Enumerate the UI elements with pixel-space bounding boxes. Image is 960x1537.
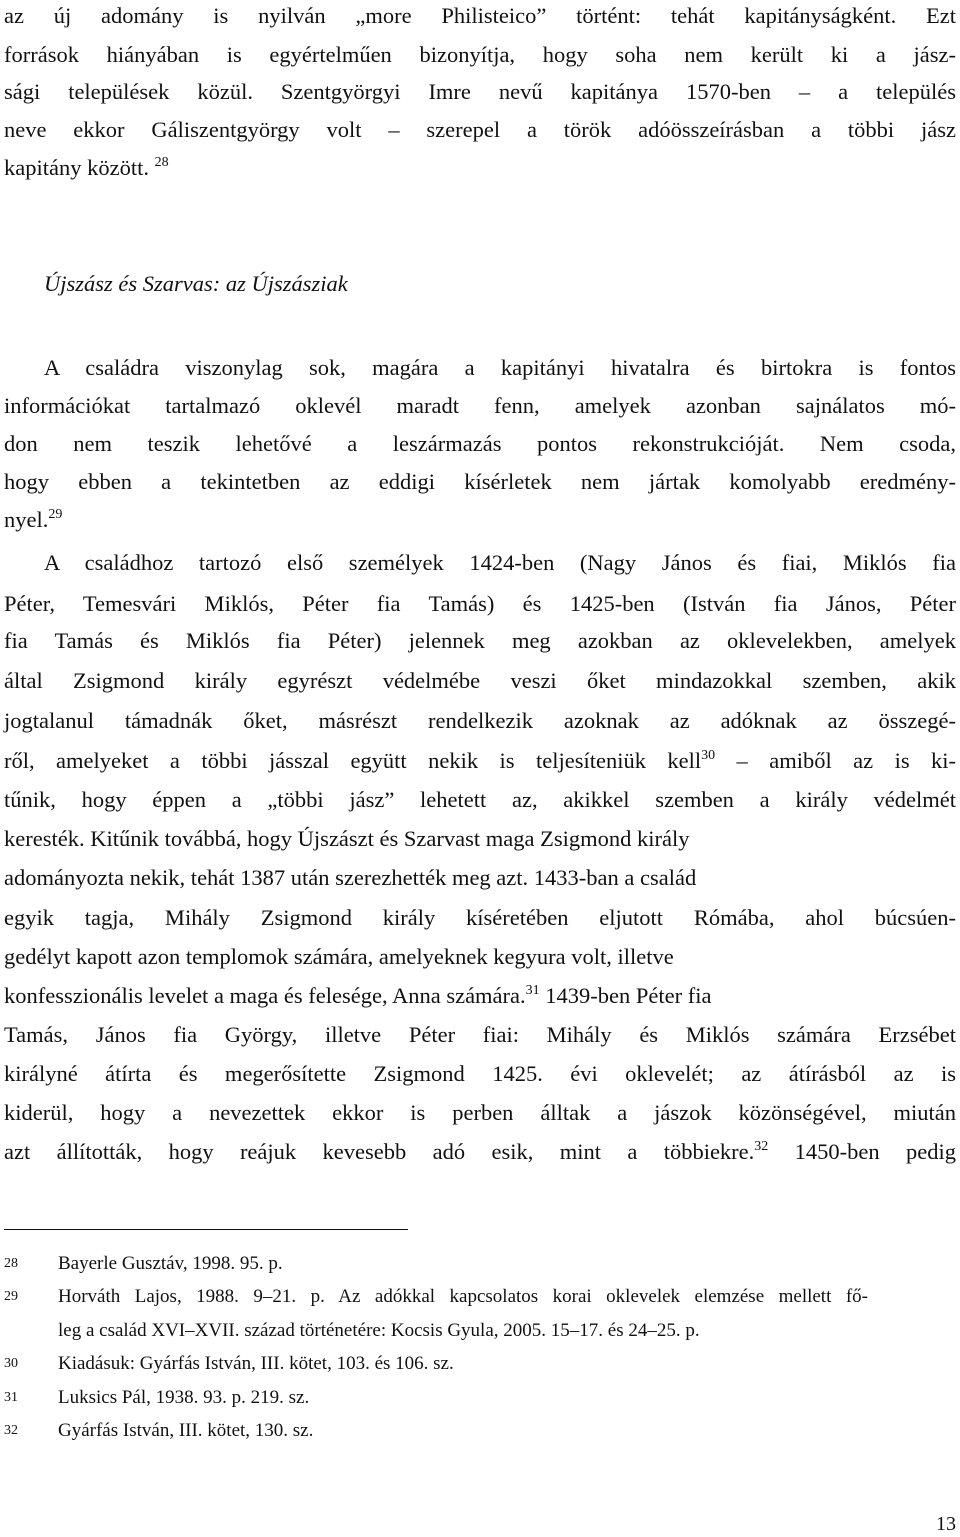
text-line: egyik tagja, Mihály Zsigmond király kíséretében eljutott Rómába, ahol búcsúen- [4, 905, 956, 930]
text-line: királyné átírta és megerősítette Zsigmond 1425. évi oklevelét; az átírásból az is [4, 1061, 956, 1086]
footnote-ref-31[interactable]: 31 [525, 983, 540, 998]
text-line: források hiányában is egyértelműen bizonyítja, hogy soha nem került ki a jász- [4, 42, 956, 67]
text-line: kiderül, hogy a nevezettek ekkor is perben álltak a jászok közönségével, miután [4, 1100, 956, 1125]
text-line: fia Tamás és Miklós fia Péter) jelennek meg azokban az oklevelekben, amelyek [4, 628, 956, 653]
text-line: gedélyt kapott azon templomok számára, amelyeknek kegyura volt, illetve [4, 944, 674, 969]
text-fragment: – amiből az is ki- [715, 748, 956, 773]
text-line: A családhoz tartozó első személyek 1424-ben (Nagy János és fiai, Miklós fia [44, 550, 956, 575]
footnote-ref-30[interactable]: 30 [701, 748, 716, 763]
footnote-ref-32[interactable]: 32 [754, 1139, 769, 1154]
text-fragment: 1439-ben Péter fia [539, 983, 712, 1008]
text-fragment: nyel. [4, 507, 49, 532]
footnote-number: 28 [4, 1256, 18, 1271]
footnote-ref-28[interactable]: 28 [154, 155, 169, 170]
text-line: sági települések közül. Szentgyörgyi Imre nevű kapitánya 1570-ben – a település [4, 79, 956, 104]
footnote-text: Horváth Lajos, 1988. 9–21. p. Az adókkal kapcsolatos korai oklevelek elemzése mellett fő- [58, 1286, 868, 1307]
text-line: tűnik, hogy éppen a „többi jász” lehetett az, akikkel szemben a király védelmét [4, 787, 956, 812]
footnote-text: Bayerle Gusztáv, 1998. 95. p. [58, 1253, 283, 1274]
text-line: által Zsigmond király egyrészt védelmébe veszi őket mindazokkal szemben, akik [4, 668, 956, 693]
footnote-number: 32 [4, 1423, 18, 1438]
text-line: keresték. Kitűnik továbbá, hogy Újszászt és Szarvast maga Zsigmond király [4, 826, 690, 851]
text-fragment: ről, amelyeket a többi jásszal együtt nekik is teljesíteniük kell [4, 748, 702, 773]
section-heading: Újszász és Szarvas: az Újszásziak [44, 271, 348, 296]
page-number: 13 [936, 1513, 956, 1535]
text-fragment: azt állították, hogy reájuk kevesebb adó esik, mint a többiekre. [4, 1139, 755, 1164]
footnote-number: 29 [4, 1289, 18, 1304]
text-line: neve ekkor Gáliszentgyörgy volt – szerepel a török adóösszeírásban a többi jász [4, 117, 956, 142]
footnote-text: leg a család XVI–XVII. század történetére: Kocsis Gyula, 2005. 15–17. és 24–25. p. [58, 1320, 700, 1341]
footnote-number: 31 [4, 1390, 18, 1405]
footnote-text: Gyárfás István, III. kötet, 130. sz. [58, 1420, 314, 1441]
text-line: adományozta nekik, tehát 1387 után szerezhették meg azt. 1433-ban a család [4, 865, 697, 890]
text-line [4, 505, 62, 535]
footnote-text: Kiadásuk: Gyárfás István, III. kötet, 103. és 106. sz. [58, 1353, 454, 1374]
footnote-separator [4, 1229, 408, 1230]
text-fragment: 1450-ben pedig [768, 1139, 957, 1164]
text-line: jogtalanul támadnák őket, másrészt rendelkezik azoknak az adóknak az összegé- [4, 708, 956, 733]
text-line [4, 746, 956, 776]
text-line: Tamás, János fia György, illetve Péter fiai: Mihály és Miklós számára Erzsébet [4, 1022, 956, 1047]
text-line [4, 981, 711, 1011]
text-line: A családra viszonylag sok, magára a kapitányi hivatalra és birtokra is fontos [44, 355, 956, 380]
text-line: don nem teszik lehetővé a leszármazás pontos rekonstrukcióját. Nem csoda, [4, 431, 956, 456]
text-line [4, 153, 169, 183]
text-line: az új adomány is nyilván „more Philisteico” történt: tehát kapitányságként. Ezt [4, 3, 956, 28]
text-line: hogy ebben a tekintetben az eddigi kísérletek nem jártak komolyabb eredmény- [4, 469, 956, 494]
text-line: Péter, Temesvári Miklós, Péter fia Tamás) és 1425-ben (István fia János, Péter [4, 591, 956, 616]
text-line [4, 1137, 956, 1167]
footnote-text: Luksics Pál, 1938. 93. p. 219. sz. [58, 1387, 310, 1408]
footnote-number: 30 [4, 1356, 18, 1371]
text-fragment: kapitány között. [4, 155, 149, 180]
text-line: információkat tartalmazó oklevél maradt fenn, amelyek azonban sajnálatos mó- [4, 393, 956, 418]
text-fragment: konfesszionális levelet a maga és felesége, Anna számára. [4, 983, 526, 1008]
footnote-ref-29[interactable]: 29 [48, 507, 63, 522]
